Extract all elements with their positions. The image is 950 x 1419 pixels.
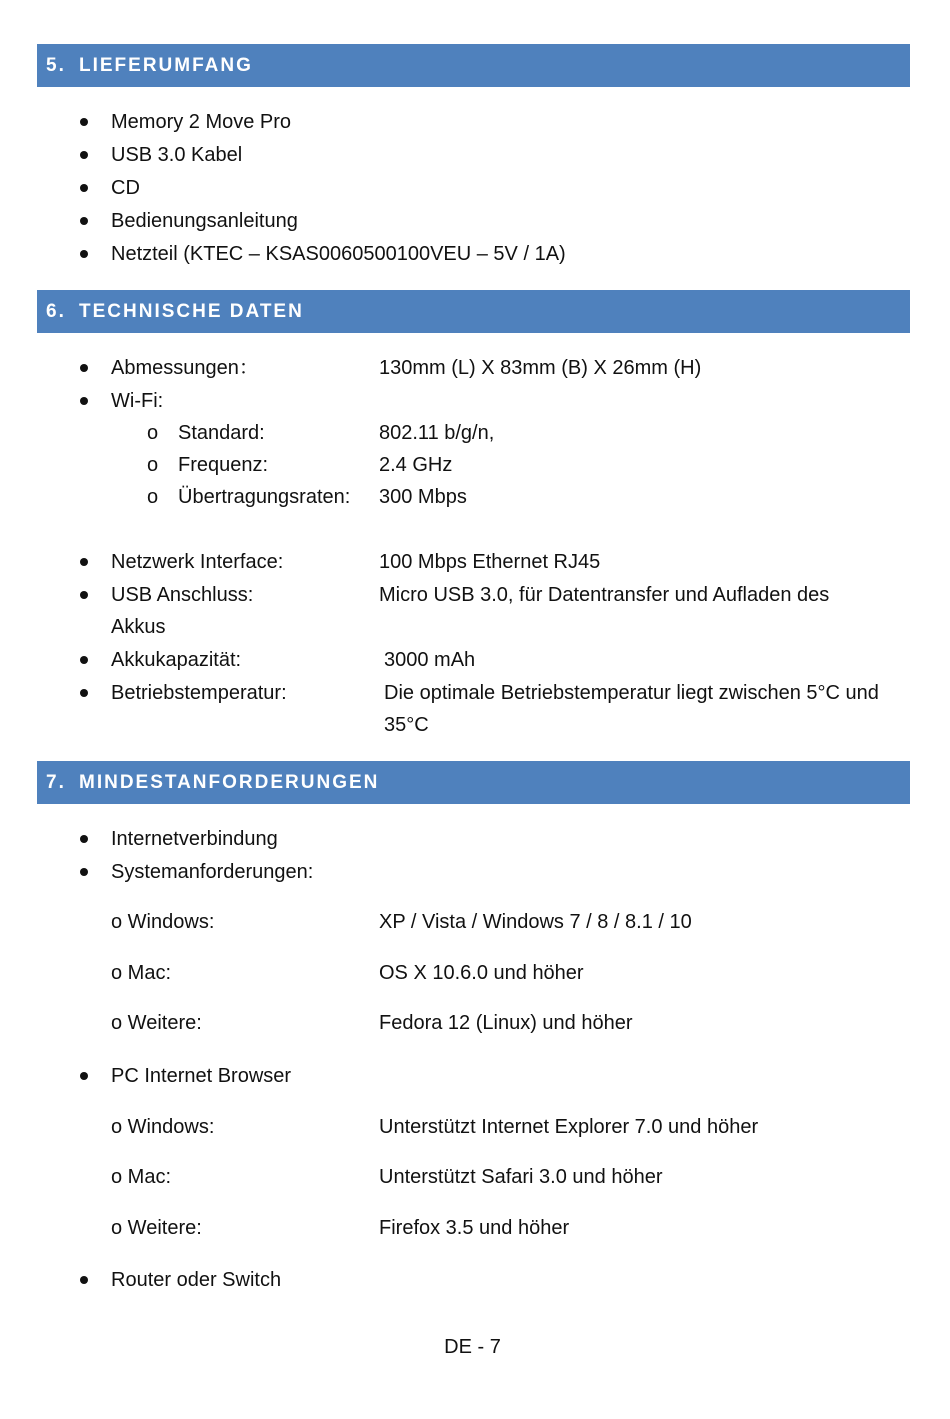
spec-value-akku: 3000 mAh	[384, 649, 476, 671]
spec-label-akku: Akkukapazität:	[111, 649, 242, 671]
req-value-weitere: Fedora 12 (Linux) und höher	[379, 1012, 633, 1034]
list-item-internet: Internetverbindung	[111, 828, 278, 850]
list-item: USB 3.0 Kabel	[111, 144, 243, 166]
spec-value-standard: 802.11 b/g/n,	[379, 422, 495, 444]
list-item: Memory 2 Move Pro	[111, 111, 292, 133]
list-item: CD	[111, 177, 140, 199]
req-label-windows: o Windows:	[111, 911, 215, 933]
section-title: TECHNISCHE DATEN	[79, 300, 304, 322]
req-value-mac: OS X 10.6.0 und höher	[379, 962, 584, 984]
spec-label-usb: USB Anschluss:	[111, 584, 254, 606]
browser-value-mac: Unterstützt Safari 3.0 und höher	[379, 1166, 663, 1188]
bullet-icon	[80, 835, 88, 843]
spec-value-abmessungen: 130mm (L) X 83mm (B) X 26mm (H)	[379, 357, 702, 379]
list-item: Netzteil (KTEC – KSAS0060500100VEU – 5V / 1A)	[111, 243, 566, 265]
bullet-icon	[80, 151, 88, 159]
spec-label-abmessungen: Abmessungen：	[111, 357, 259, 379]
browser-label-windows: o Windows:	[111, 1116, 215, 1138]
spec-value-usb: Micro USB 3.0, für Datentransfer und Aufladen des	[379, 584, 830, 606]
spec-label-standard: Standard:	[178, 422, 265, 444]
bullet-icon	[80, 868, 88, 876]
spec-label-temperatur: Betriebstemperatur:	[111, 682, 287, 704]
bullet-icon	[80, 1072, 88, 1080]
req-value-windows: XP / Vista / Windows 7 / 8 / 8.1 / 10	[379, 911, 692, 933]
page-number: DE - 7	[444, 1336, 501, 1358]
browser-value-windows: Unterstützt Internet Explorer 7.0 und höher	[379, 1116, 759, 1138]
bullet-icon	[80, 397, 88, 405]
spec-value-uebertragungsraten: 300 Mbps	[379, 486, 467, 508]
spec-label-frequenz: Frequenz:	[178, 454, 269, 476]
section-number: 5.	[46, 54, 66, 76]
bullet-icon	[80, 250, 88, 258]
section-header-technische-daten	[37, 290, 910, 333]
spec-value-frequenz: 2.4 GHz	[379, 454, 453, 476]
sub-bullet-icon: o	[147, 454, 159, 476]
section-number: 6.	[46, 300, 66, 322]
section-title: LIEFERUMFANG	[79, 54, 253, 76]
browser-value-weitere: Firefox 3.5 und höher	[379, 1217, 570, 1239]
section-header-lieferumfang	[37, 44, 910, 87]
bullet-icon	[80, 118, 88, 126]
bullet-icon	[80, 1276, 88, 1284]
req-label-weitere: o Weitere:	[111, 1012, 202, 1034]
spec-value-netzwerk: 100 Mbps Ethernet RJ45	[379, 551, 601, 573]
spec-label-uebertragungsraten: Übertragungsraten:	[178, 486, 351, 508]
browser-label-weitere: o Weitere:	[111, 1217, 202, 1239]
bullet-icon	[80, 689, 88, 697]
bullet-icon	[80, 364, 88, 372]
spec-label-wifi: Wi-Fi:	[111, 390, 164, 412]
list-item-router: Router oder Switch	[111, 1269, 282, 1291]
spec-label-netzwerk: Netzwerk Interface:	[111, 551, 284, 573]
sub-bullet-icon: o	[147, 486, 159, 508]
section-header-mindestanforderungen	[37, 761, 910, 804]
req-label-mac: o Mac:	[111, 962, 172, 984]
spec-value-temperatur-continued: 35°C	[384, 714, 429, 736]
bullet-icon	[80, 217, 88, 225]
browser-label-mac: o Mac:	[111, 1166, 172, 1188]
bullet-icon	[80, 656, 88, 664]
section-number: 7.	[46, 771, 66, 793]
bullet-icon	[80, 184, 88, 192]
sub-bullet-icon: o	[147, 422, 159, 444]
list-item-browser: PC Internet Browser	[111, 1065, 292, 1087]
bullet-icon	[80, 558, 88, 566]
list-item: Bedienungsanleitung	[111, 210, 298, 232]
spec-value-temperatur: Die optimale Betriebstemperatur liegt zwischen 5°C und	[384, 682, 879, 704]
list-item-system: Systemanforderungen:	[111, 861, 314, 883]
section-title: MINDESTANFORDERUNGEN	[79, 771, 380, 793]
bullet-icon	[80, 591, 88, 599]
spec-value-usb-continued: Akkus	[111, 616, 166, 638]
